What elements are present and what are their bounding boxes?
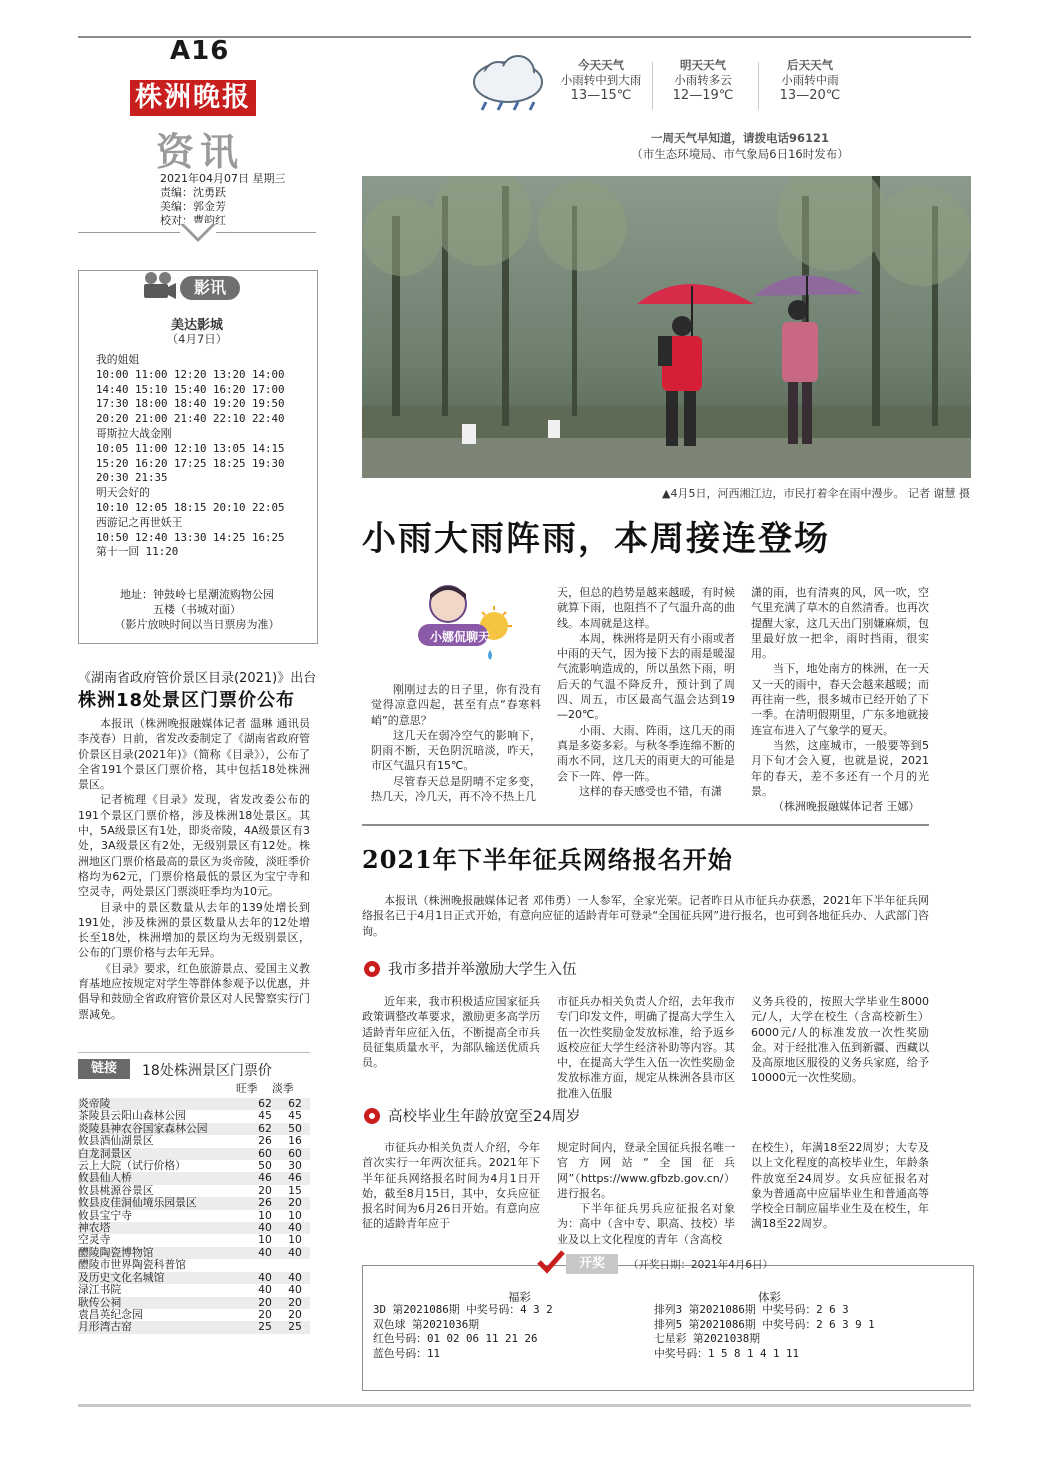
schedule-line: 20:30 21:35	[96, 471, 168, 485]
cinema-name: 美达影城	[170, 318, 223, 333]
paragraph: 记者梳理《目录》发现，省发改委公布的191个景区门票价格，涉及株洲18处景区。其中，5A级景区有1处，即炎帝陵，4A级景区有3处，3A级景区有2处，无级别景区有12处。株洲地区门票价格最高的景区为炎帝陵，淡旺季价格均为62元，门票价格最低的景区为宝宁寺和空灵寺，两处景区门票淡旺季均为10元。	[78, 793, 310, 899]
cinema-schedule	[96, 353, 311, 560]
result-line: 排列3 第2021086期 中奖号码：2 6 3	[654, 1303, 849, 1316]
scenic-name: 醴陵市世界陶瓷科普馆	[78, 1258, 186, 1272]
schedule-line: 10:10 12:05 18:15 20:10 22:05	[96, 500, 285, 514]
peak-price: 40	[250, 1222, 280, 1234]
rain-street-photo	[362, 176, 971, 478]
schedule-line: 西游记之再世妖王	[96, 515, 183, 529]
peak-price: 60	[250, 1148, 280, 1160]
link-title: 18处株洲景区门票价	[142, 1063, 272, 1079]
scenic-name: 耿传公祠	[78, 1297, 250, 1309]
sub2-col-1	[362, 1140, 540, 1232]
scenic-name: 白龙洞景区	[78, 1148, 250, 1160]
paragraph: 这几天在弱冷空气的影响下，阴雨不断，天色阴沉暗淡，昨天，市区气温只有15℃。	[371, 728, 541, 773]
peak-price: 50	[258, 1159, 272, 1173]
cinema-badge: 影讯	[180, 276, 240, 300]
byline: （株洲晚报融媒体记者 王娜）	[773, 800, 920, 814]
peak-price: 20	[258, 1307, 272, 1321]
scenic-name: 炎帝陵	[78, 1098, 250, 1110]
price-row	[78, 1284, 310, 1296]
scenic-name: 茶陵县云阳山森林公园	[78, 1109, 186, 1123]
ticket-article-body	[78, 716, 310, 1022]
weather-day-label: 明天天气	[680, 58, 726, 72]
paragraph: 天，但总的趋势是越来越暖，有时候就算下雨，也阻挡不了气温升高的曲线。本周就是这样。	[557, 586, 735, 630]
lottery-date: （开奖日期：2021年4月6日）	[628, 1259, 774, 1271]
ticket-kicker: 《湖南省政府管价景区目录(2021)》出台	[78, 671, 317, 686]
off-price: 20	[288, 1307, 302, 1321]
masthead-notch-inner	[183, 223, 213, 238]
paragraph: 规定时间内，登录全国征兵报名唯一官方网站“全国征兵网”（https://www.gfbzb.gov.cn/）进行报名。	[557, 1141, 735, 1200]
link-rule	[78, 1052, 310, 1053]
paragraph: 本报讯（株洲晚报融媒体记者 温琳 通讯员 李茂春）日前，省发改委制定了《湖南省政府管价景区目录(2021年)》（简称《目录》），公布了全省191个景区门票价格，其中包括18处株洲景区。	[78, 717, 310, 792]
sports-title: 体彩	[758, 1290, 781, 1304]
scenic-name: 月形湾古窑	[78, 1321, 250, 1333]
price-row	[78, 1110, 310, 1122]
scenic-name: 空灵寺	[78, 1233, 111, 1247]
result-line: 中奖号码：1 5 8 1 4 1 11	[654, 1346, 799, 1360]
weather-hotline	[560, 130, 920, 162]
page-number: A16	[170, 36, 230, 66]
result-line: 红色号码：01 02 06 11 21 26	[373, 1332, 538, 1345]
proof-credit: 校对：曹韵红	[160, 214, 226, 227]
off-price: 50	[280, 1123, 310, 1135]
peak-price: 20	[258, 1183, 272, 1197]
welfare-title: 福彩	[508, 1290, 531, 1304]
off-price: 40	[280, 1222, 310, 1234]
result-line: 双色球 第2021036期	[373, 1317, 479, 1331]
weather-day-after	[762, 58, 858, 103]
peak-price	[250, 1259, 280, 1271]
scenic-name: 神农塔	[78, 1222, 250, 1234]
result-line: 排列5 第2021086期 中奖号码：2 6 3 9 1	[654, 1317, 875, 1331]
masthead-meta	[160, 172, 286, 228]
schedule-line: 15:20 16:20 17:25 18:25 19:30	[96, 456, 285, 470]
price-row	[78, 1259, 310, 1271]
link-badge: 链接	[78, 1059, 130, 1079]
designer-credit: 美编：郭金芳	[160, 200, 226, 213]
rain-cloud-icon	[468, 52, 550, 114]
paragraph: 这样的春天感受也不错，有潇	[579, 784, 722, 798]
price-row	[78, 1222, 310, 1234]
off-price: 40	[288, 1283, 302, 1297]
scenic-name: 攸县酒仙湖景区	[78, 1134, 154, 1148]
bullet-icon	[364, 1108, 380, 1124]
paragraph: 刚刚过去的日子里，你有没有觉得凉意四起，甚至有点“春寒料峭”的意思？	[371, 683, 541, 727]
peak-price: 62	[250, 1098, 280, 1110]
scenic-name: 袁昌英纪念园	[78, 1307, 143, 1321]
bullet-icon	[364, 961, 380, 977]
welfare-results	[373, 1303, 553, 1361]
result-line: 七星彩 第2021038期	[654, 1332, 760, 1345]
paragraph: 近年来，我市积极适应国家征兵政策调整改革要求，激励更多高学历适龄青年应征入伍，不断提高全市兵员征集质量水平，为部队输送优质兵员。	[362, 995, 540, 1070]
paragraph: 小雨、大雨、阵雨，这几天的雨真是多姿多彩。与秋冬季连绵不断的雨水不同，这几天的雨更大的可能是会下一阵、停一阵。	[557, 723, 735, 783]
masthead-rule-right	[216, 232, 316, 233]
cinema-note: （影片放映时间以当日票房为准）	[114, 618, 280, 631]
sub1-col-3	[751, 994, 929, 1086]
paragraph: 《目录》要求，红色旅游景点、爱国主义教育基地应按规定对学生等群体参观予以优惠，并倡导和鼓励全省政府管价景区对人民警察实行门票减免。	[78, 961, 310, 1021]
paragraph: 目录中的景区数量从去年的139处增长到191处，涉及株洲的景区数量从去年的12处增长至18处，株洲增加的景区均为无级别景区，公布的门票价格与去年无异。	[78, 900, 310, 960]
recruit-lead	[362, 893, 929, 939]
schedule-line: 10:50 12:40 13:30 14:25 16:25	[96, 530, 285, 544]
paragraph: 当然，这座城市，一般要等到5月下旬才会入夏，也就是说，2021年的春天，差不多还有一个月的光景。	[751, 738, 929, 798]
weather-separator	[652, 62, 653, 110]
peak-price: 26	[258, 1134, 272, 1148]
peak-price: 46	[250, 1172, 280, 1184]
scenic-name: 攸县仙人桥	[78, 1172, 250, 1184]
paragraph: 当下，地处南方的株洲，在一天又一天的雨中，春天会越来越暖；而再往南一些，很多城市已经开始了下一季。在清明假期里，广东多地就接连宣布进入了气象学的夏天。	[751, 662, 929, 737]
sub2-col-2	[557, 1140, 735, 1247]
off-price: 20	[280, 1197, 310, 1209]
cinema-address	[80, 587, 314, 632]
weather-col-1	[371, 682, 541, 804]
price-row	[78, 1210, 310, 1222]
price-row	[78, 1172, 310, 1184]
price-row	[78, 1197, 310, 1209]
peak-price: 40	[250, 1272, 280, 1284]
schedule-line: 第十一回 11:20	[96, 545, 179, 559]
schedule-line: 明天会好的	[96, 486, 150, 500]
sub2-col-3	[751, 1140, 929, 1232]
schedule-line: 20:20 21:00 21:40 22:10 22:40	[96, 412, 285, 426]
schedule-line: 10:05 11:00 12:10 13:05 14:15	[96, 441, 285, 455]
price-row	[78, 1135, 310, 1147]
off-price: 10	[288, 1208, 302, 1222]
weather-temp: 12—19℃	[672, 88, 734, 103]
scenic-name: 及历史文化名城馆	[78, 1272, 250, 1284]
weather-source: （市生态环境局、市气象局6日16时发布）	[631, 147, 849, 161]
columnist-avatar	[396, 580, 514, 662]
price-row	[78, 1234, 310, 1246]
editor-credit: 责编：沈勇跃	[160, 186, 226, 199]
off-price: 40	[280, 1272, 310, 1284]
bottom-rule	[78, 1404, 971, 1407]
scenic-name: 攸县桃源谷景区	[78, 1183, 154, 1197]
section-divider	[362, 824, 929, 826]
paragraph: 潇的雨，也有清爽的风，风一吹，空气里充满了草木的自然清香。也再次提醒大家，这几天出门别嫌麻烦，包里最好放一把伞，雨时挡雨，很实用。	[751, 586, 929, 661]
off-price: 15	[288, 1183, 302, 1197]
recruit-subhead-1: 我市多措并举激励大学生入伍	[388, 962, 577, 978]
price-table	[78, 1098, 310, 1334]
weather-desc: 小雨转中雨	[781, 73, 839, 87]
paragraph: 市征兵办相关负责人介绍，今年首次实行一年两次征兵。2021年下半年征兵网络报名时间为4月1日开始，截至8月15日，其中，女兵应征报名时间为6月26日开始。有意向应征的适龄青年应于	[362, 1141, 540, 1231]
schedule-line: 14:40 15:10 15:40 16:20 17:00	[96, 382, 285, 396]
issue-date: 2021年04月07日 星期三	[160, 172, 286, 185]
cinema-date: （4月7日）	[166, 332, 228, 346]
peak-price: 20	[250, 1297, 280, 1309]
col-off-header: 淡季	[272, 1082, 294, 1095]
off-price: 62	[280, 1098, 310, 1110]
column-name: 小娜侃聊天	[430, 630, 491, 644]
schedule-line: 我的姐姐	[96, 353, 140, 366]
paragraph: 在校生），年满18至22周岁；大专及以上文化程度的高校毕业生，年龄条件放宽至24周岁。女兵应征报名对象为普通高中应届毕业生和普通高等学校全日制应届毕业生及在校生，年满18至22周岁。	[751, 1141, 929, 1231]
newspaper-logo: 株洲晚报	[130, 80, 256, 116]
scenic-name: 醴陵陶瓷博物馆	[78, 1247, 250, 1259]
paragraph: 义务兵役的，按照大学毕业生8000元/人，大学在校生（含高校新生）6000元/人的标准发放一次性奖励金。对于经批准入伍到新疆、西藏以及高原地区服役的义务兵家庭，给予10000元一次性奖励。	[751, 995, 929, 1085]
hotline-text: 一周天气早知道，请拨电话96121	[650, 131, 829, 145]
film-camera-icon	[140, 270, 178, 302]
masthead-rule-left	[78, 232, 180, 233]
off-price: 10	[288, 1233, 302, 1247]
result-line: 蓝色号码：11	[373, 1346, 440, 1360]
off-price	[280, 1259, 310, 1271]
weather-temp: 13—20℃	[779, 88, 841, 103]
peak-price: 10	[258, 1233, 272, 1247]
address-line: 五楼（书城对面）	[153, 603, 241, 616]
schedule-line: 哥斯拉大战金刚	[96, 426, 172, 440]
weather-today	[553, 58, 649, 103]
paragraph: 市征兵办相关负责人介绍，去年我市专门印发文件，明确了提高大学生入伍一次性奖励金发放标准，给予返乡返校应征大学生经济补助等内容。其中，在提高大学生入伍一次性奖励金发放标准方面，规定从株洲各县市区批准入伍服	[557, 995, 735, 1100]
peak-price: 40	[250, 1247, 280, 1259]
paragraph: 本报讯（株洲晚报融媒体记者 邓伟勇）一人参军，全家光荣。记者昨日从市征兵办获悉，2021年下半年征兵网络报名已于4月1日正式开始，有意向应征的适龄青年可登录“全国征兵网”进行报名，也可到各地征兵办、人武部门咨询。	[362, 894, 929, 938]
weather-desc: 小雨转中到大雨	[560, 73, 642, 87]
paragraph: 本周，株洲将是阴天有小雨或者中雨的天气，因为接下去的雨是暖湿气流影响造成的，所以虽然下雨，明后天的气温不降反升，预计到了周四、周五，市区最高气温会达到19—20℃。	[557, 631, 735, 722]
address-line: 地址：钟鼓岭七星潮流购物公园	[120, 588, 274, 601]
schedule-line: 10:00 11:00 12:20 13:20 14:00	[96, 367, 285, 381]
off-price: 20	[280, 1297, 310, 1309]
lottery-badge: 开奖	[566, 1254, 618, 1274]
weather-temp: 13—15℃	[570, 88, 632, 103]
paragraph: 尽管春天总是阴晴不定多变，热几天，冷几天，再不冷不热上几	[371, 774, 541, 804]
off-price: 45	[288, 1109, 302, 1123]
weather-desc: 小雨转多云	[674, 73, 732, 87]
sub1-col-2	[557, 994, 735, 1101]
photo-caption: ▲4月5日，河西湘江边，市民打着伞在雨中漫步。 记者 谢慧 摄	[662, 487, 970, 500]
off-price: 16	[288, 1134, 302, 1148]
off-price: 25	[280, 1321, 310, 1333]
peak-price: 40	[258, 1283, 272, 1297]
peak-price: 62	[250, 1123, 280, 1135]
sports-results	[654, 1303, 875, 1361]
off-price: 46	[280, 1172, 310, 1184]
peak-price: 10	[258, 1208, 272, 1222]
peak-price: 26	[250, 1197, 280, 1209]
off-price: 40	[280, 1247, 310, 1259]
result-line: 3D 第2021086期 中奖号码：4 3 2	[373, 1303, 553, 1316]
peak-price: 45	[258, 1109, 272, 1123]
peak-price: 25	[250, 1321, 280, 1333]
weather-tomorrow	[655, 58, 751, 103]
scenic-name: 攸县皮佳洞仙境乐园景区	[78, 1197, 250, 1209]
weather-day-label: 今天天气	[578, 58, 624, 72]
schedule-line: 17:30 18:00 18:40 19:20 19:50	[96, 397, 285, 411]
weather-col-2	[557, 585, 735, 799]
recruit-headline: 2021年下半年征兵网络报名开始	[362, 845, 733, 874]
scenic-name: 云上大院（试行价格）	[78, 1159, 186, 1173]
weather-separator	[758, 62, 759, 110]
checkmark-icon	[536, 1248, 566, 1276]
scenic-name: 渌江书院	[78, 1283, 122, 1297]
weather-col-3	[751, 585, 929, 814]
scenic-name: 炎陵县神农谷国家森林公园	[78, 1123, 250, 1135]
weather-headline: 小雨大雨阵雨，本周接连登场	[362, 519, 830, 559]
recruit-subhead-2: 高校毕业生年龄放宽至24周岁	[388, 1109, 581, 1125]
scenic-name: 攸县宝宁寺	[78, 1208, 132, 1222]
price-row	[78, 1321, 310, 1333]
ticket-headline: 株洲18处景区门票价公布	[78, 690, 296, 711]
col-peak-header: 旺季	[236, 1082, 258, 1095]
sub1-col-1	[362, 994, 540, 1070]
paragraph: 下半年征兵男兵应征报名对象为：高中（含中专、职高、技校）毕业及以上文化程度的青年（含高校	[557, 1202, 735, 1246]
weather-day-label: 后天天气	[787, 58, 833, 72]
section-title: 资讯	[156, 129, 245, 174]
off-price: 60	[280, 1148, 310, 1160]
off-price: 30	[288, 1159, 302, 1173]
